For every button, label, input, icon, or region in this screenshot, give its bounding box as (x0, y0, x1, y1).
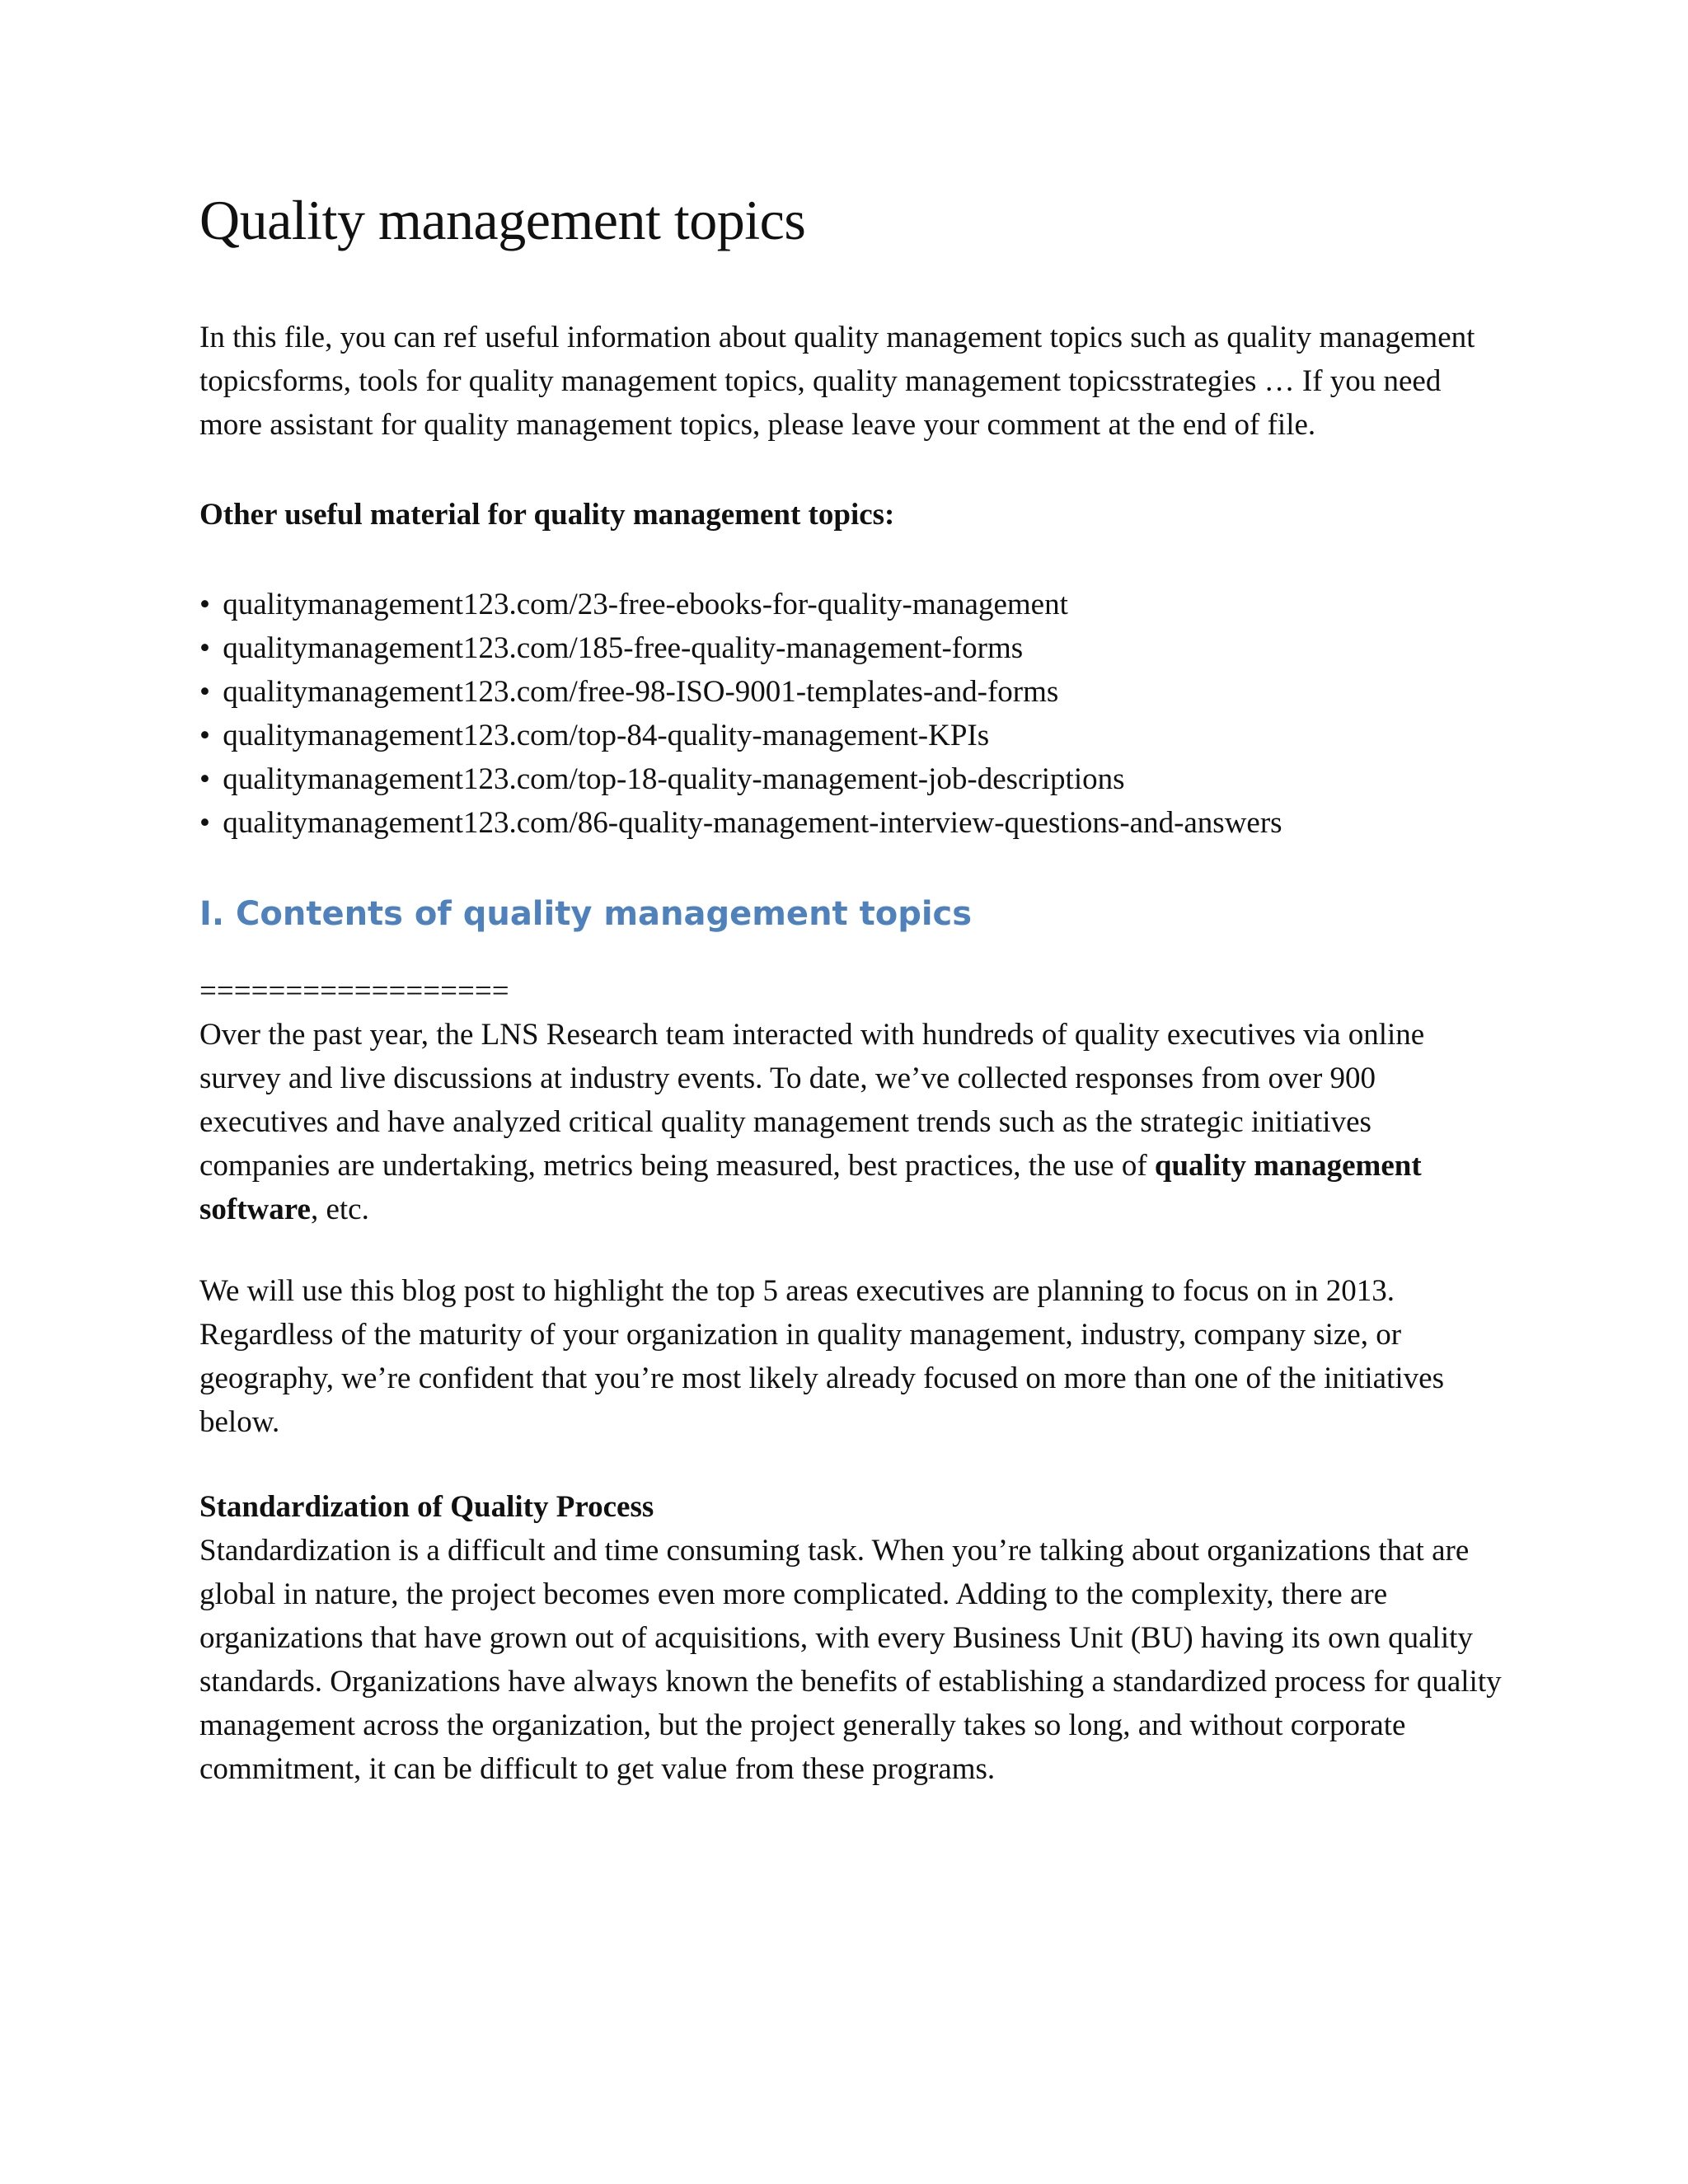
resource-link-text[interactable]: qualitymanagement123.com/top-84-quality-management-KPIs (223, 718, 990, 752)
separator-line: ================== (199, 973, 509, 1008)
resource-link-list (199, 583, 1502, 845)
bullet-icon: • (199, 587, 210, 621)
document-body (199, 190, 1502, 1791)
survey-text-end: , etc. (310, 1192, 369, 1226)
bullet-icon: • (199, 630, 210, 665)
standardization-paragraph: Standardization is a difficult and time consuming task. When you’re talking about organizations that are global in nature, the project becomes even more complicated. Adding to the complexity, there are organizations that have grown out of acquisitions, with every Business Unit (BU) having its own quality standards. Organizations have always known the benefits of establishing a standardized process for quality management across the organization, but the project generally takes so long, and without corporate commitment, it can be difficult to get value from these programs. (199, 1533, 1502, 1786)
bullet-icon: • (199, 805, 210, 840)
resource-link-text[interactable]: qualitymanagement123.com/23-free-ebooks-for-quality-management (223, 587, 1068, 621)
bullet-icon: • (199, 762, 210, 796)
other-material-heading: Other useful material for quality management topics: (199, 497, 895, 532)
page-title: Quality management topics (199, 189, 806, 251)
survey-text-start: Over the past year, the LNS Research team interacted with hundreds of quality executives via online survey and live discussions at industry events. To date, we’ve collected responses from over 900 executives and have analyzed critical quality management trends such as the strategic initiatives companies are undertaking, metrics being measured, best practices, the use of (199, 1017, 1425, 1183)
quality-software-term: quality management software (199, 1148, 1422, 1226)
resource-link-text[interactable]: qualitymanagement123.com/free-98-ISO-9001-templates-and-forms (223, 674, 1059, 709)
resource-link-text[interactable]: qualitymanagement123.com/86-quality-management-interview-questions-and-answers (223, 805, 1282, 840)
resource-link-item[interactable] (199, 626, 1502, 670)
resource-link-item[interactable] (199, 757, 1502, 801)
resource-link-item[interactable] (199, 670, 1502, 714)
resource-link-text[interactable]: qualitymanagement123.com/185-free-quality-management-forms (223, 630, 1024, 665)
standardization-heading: Standardization of Quality Process (199, 1489, 654, 1524)
focus-areas-paragraph: We will use this blog post to highlight the top 5 areas executives are planning to focus on in 2013. Regardless of the maturity of your organization in quality management, industry, company size, or geography, we’re confident that you’re most likely already focused on more than one of the initiatives below. (199, 1273, 1444, 1439)
section-heading-contents: I. Contents of quality management topics (199, 894, 973, 933)
resource-link-item[interactable] (199, 801, 1502, 845)
survey-paragraph (199, 1013, 1502, 1231)
resource-link-item[interactable] (199, 583, 1502, 626)
resource-link-item[interactable] (199, 714, 1502, 757)
intro-paragraph: In this file, you can ref useful information about quality management topics such as quality management topicsforms, tools for quality management topics, quality management topicsstrategies … If you need more assistant for quality management topics, please leave your comment at the end of file. (199, 320, 1475, 442)
resource-link-text[interactable]: qualitymanagement123.com/top-18-quality-management-job-descriptions (223, 762, 1125, 796)
bullet-icon: • (199, 674, 210, 709)
bullet-icon: • (199, 718, 210, 752)
